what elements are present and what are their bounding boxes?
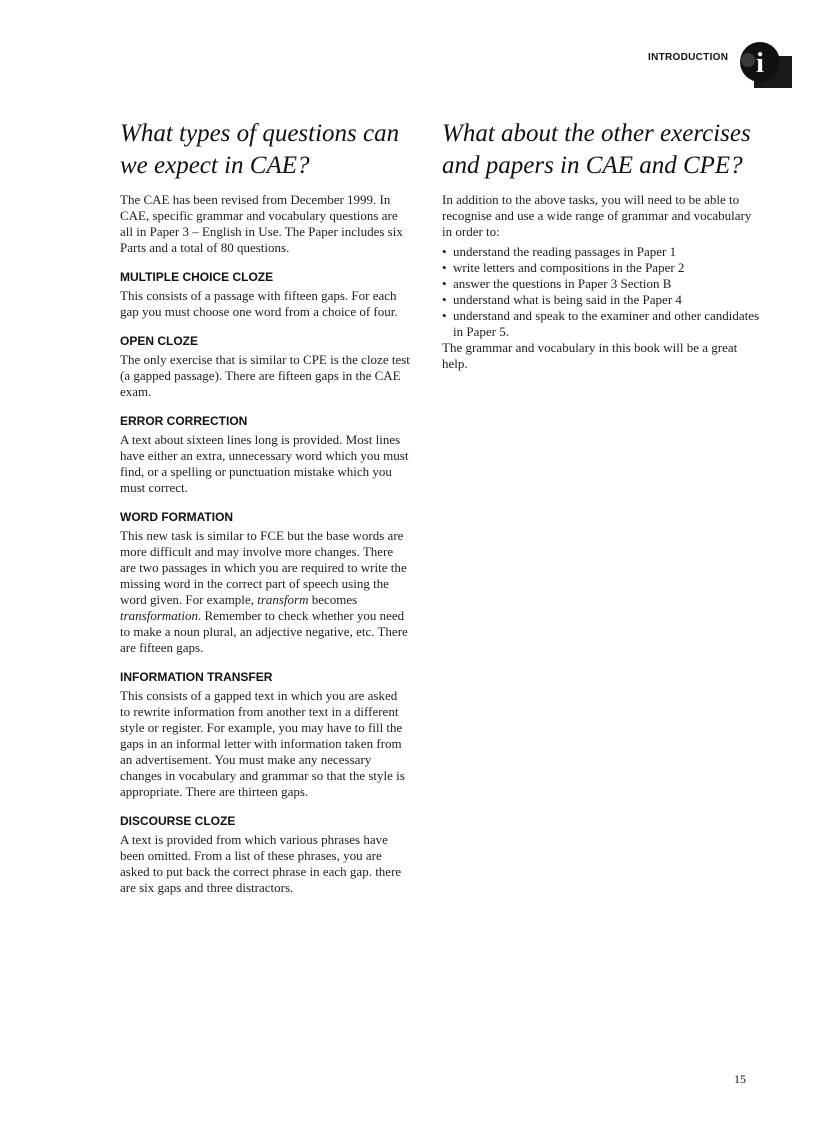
section-text-open-cloze: The only exercise that is similar to CPE is the cloze test (a gapped passage). There are fifteen gaps in the CAE exam. (120, 352, 410, 399)
example-result: transformation (120, 608, 199, 623)
info-badge-letter: i (756, 48, 764, 79)
right-intro: In addition to the above tasks, you will need to be able to recognise and use a wide range of grammar and vocabulary in order to: (442, 192, 752, 239)
skills-list (442, 244, 762, 340)
list-item: • understand the reading passages in Paper 1 (442, 244, 762, 260)
info-icon (738, 36, 794, 92)
section-heading-discourse-cloze: DISCOURSE CLOZE (120, 814, 236, 828)
section-text-multiple-choice-cloze: This consists of a passage with fifteen gaps. For each gap you must choose one word from a choice of four. (120, 288, 398, 319)
section-heading-information-transfer: INFORMATION TRANSFER (120, 670, 273, 684)
section-heading-open-cloze: OPEN CLOZE (120, 334, 199, 348)
section-heading-error-correction: ERROR CORRECTION (120, 414, 248, 428)
left-title: What types of questions can we expect in CAE? (120, 120, 400, 179)
word-formation-text-before: This new task is similar to FCE but the base words are more difficult and may involve more changes. There are two passages in which you are required to write the missing word in the correct part of speech using the word given. For example, (120, 528, 407, 607)
right-column (442, 118, 762, 372)
section-text-error-correction: A text about sixteen lines long is provided. Most lines have either an extra, unnecessary word which you must find, or a spelling or punctuation mistake which you must correct. (120, 432, 409, 495)
list-item: • understand and speak to the examiner and other candidates in Paper 5. (442, 308, 762, 340)
section-text-discourse-cloze: A text is provided from which various phrases have been omitted. From a list of these phrases, you are asked to put back the correct phrase in each gap. there are six gaps and three distractors. (120, 832, 402, 895)
list-item: • answer the questions in Paper 3 Section B (442, 276, 762, 292)
info-badge-highlight (741, 53, 755, 67)
section-heading-multiple-choice-cloze: MULTIPLE CHOICE CLOZE (120, 270, 274, 284)
section-heading-word-formation: WORD FORMATION (120, 510, 234, 524)
word-formation-text-after: . Remember to check whether you need to make a noun plural, an adjective negative, etc. There are fifteen gaps. (120, 608, 408, 655)
left-column (120, 118, 410, 896)
right-title: What about the other exercises and papers in CAE and CPE? (442, 120, 751, 179)
running-header: INTRODUCTION (648, 52, 729, 63)
right-closing: The grammar and vocabulary in this book will be a great help. (442, 340, 738, 371)
example-word: transform (257, 592, 309, 607)
left-intro: The CAE has been revised from December 1999. In CAE, specific grammar and vocabulary questions are all in Paper 3 – English in Use. The Paper includes six Parts and a total of 80 questions. (120, 192, 403, 255)
section-text-information-transfer: This consists of a gapped text in which you are asked to rewrite information from another text in a different style or register. For example, you may have to fill the gaps in an informal letter with information taken from an advertisement. You must make any necessary changes in vocabulary and grammar so that the style is appropriate. There are thirteen gaps. (120, 688, 405, 799)
list-item: • understand what is being said in the Paper 4 (442, 292, 762, 308)
list-item: • write letters and compositions in the Paper 2 (442, 260, 762, 276)
word-formation-text-middle: becomes (311, 592, 358, 607)
page-number: 15 (734, 1072, 746, 1086)
section-text-word-formation (120, 528, 410, 656)
